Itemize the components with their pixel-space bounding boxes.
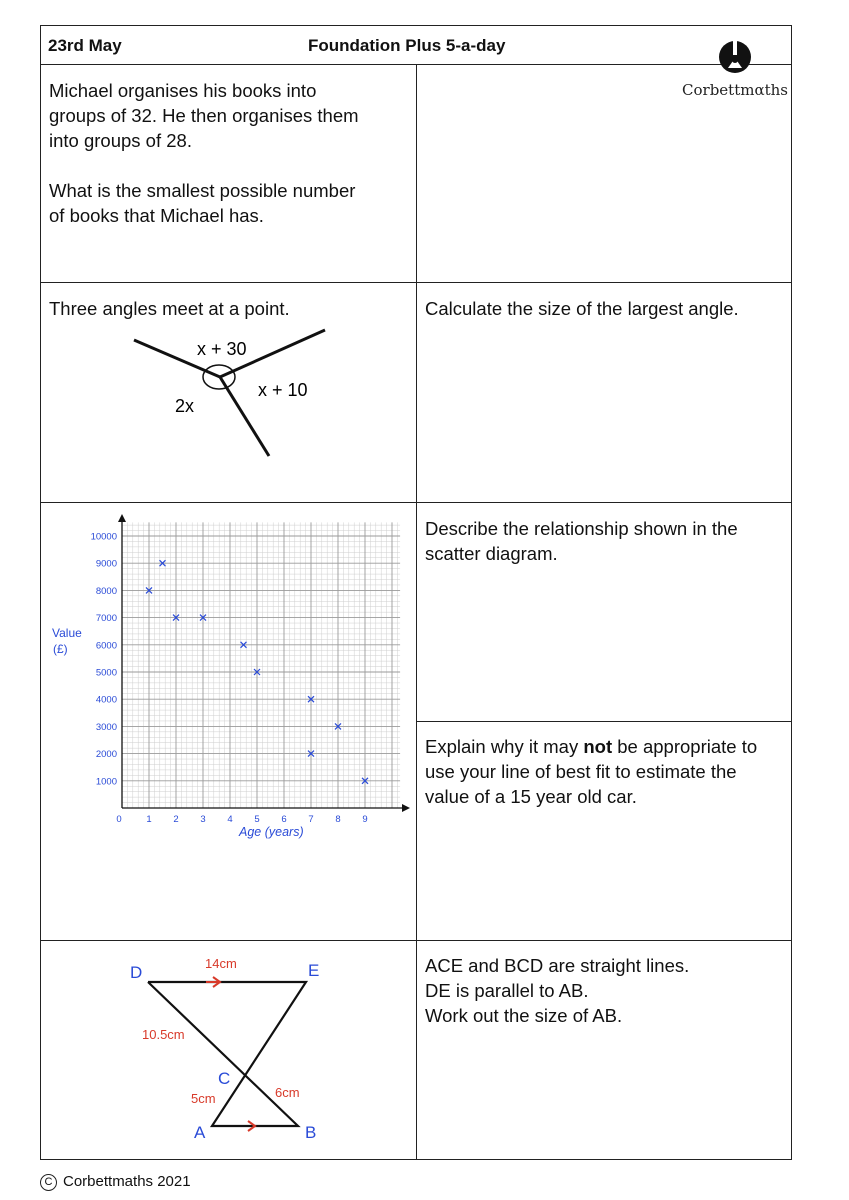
question-3 <box>425 516 738 566</box>
q4-line: use your line of best fit to estimate the <box>425 761 737 782</box>
y-axis-label: Value <box>52 626 82 640</box>
y-tick-label: 8000 <box>95 585 117 597</box>
x-tick-label: 9 <box>362 814 368 825</box>
y-tick-label: 9000 <box>95 558 117 570</box>
x-tick-label: 1 <box>146 814 152 825</box>
q4-text: be appropriate to <box>612 736 758 757</box>
logo-text: Corbettmαths <box>682 81 788 99</box>
y-tick-label: 7000 <box>95 613 117 625</box>
question-1 <box>49 78 359 228</box>
angle-label-right: x + 10 <box>258 380 308 400</box>
q2-intro-text: Three angles meet at a point. <box>49 298 290 319</box>
y-axis-arrow <box>118 514 126 522</box>
q1-line: Michael organises his books into <box>49 80 317 101</box>
y-tick-label: 5000 <box>95 667 117 679</box>
copyright-icon: C <box>40 1174 57 1191</box>
x-tick-label: 5 <box>254 814 260 825</box>
y-tick-label: 2000 <box>95 749 117 761</box>
q2-task-text: Calculate the size of the largest angle. <box>425 298 739 319</box>
y-tick-label: 6000 <box>95 640 117 652</box>
x-axis-label: Age (years) <box>239 825 304 839</box>
q5-line: Work out the size of AB. <box>425 1005 623 1026</box>
point-a-label: A <box>194 1123 206 1142</box>
date-label: 23rd May <box>48 36 122 55</box>
q5-line: DE is parallel to AB. <box>425 980 589 1001</box>
point-e-label: E <box>308 961 320 980</box>
length-ac-label: 5cm <box>191 1091 216 1106</box>
copyright-text: Corbettmaths 2021 <box>63 1173 191 1190</box>
q4-line: value of a 15 year old car. <box>425 786 637 807</box>
point-c-label: C <box>218 1069 231 1088</box>
point-d-label: D <box>130 963 143 982</box>
q5-line: ACE and BCD are straight lines. <box>425 955 690 976</box>
x-tick-label: 6 <box>281 814 287 825</box>
q1-line: of books that Michael has. <box>49 205 264 226</box>
length-cb-label: 6cm <box>275 1085 300 1100</box>
column-divider <box>416 64 417 1160</box>
y-tick-label: 3000 <box>95 721 117 733</box>
corbettmaths-logo-icon <box>716 40 754 74</box>
x-axis-arrow <box>402 804 410 812</box>
y-tick-label: 1000 <box>95 776 117 788</box>
length-de-label: 14cm <box>205 956 237 971</box>
y-tick-label: 10000 <box>90 531 117 543</box>
y-axis-label-unit: (£) <box>53 642 68 656</box>
corbettmaths-logo <box>680 40 790 99</box>
x-tick-label: 2 <box>173 814 179 825</box>
q1-line: into groups of 28. <box>49 130 192 151</box>
angle-label-top: x + 30 <box>197 339 247 359</box>
x-tick-label: 0 <box>116 814 122 825</box>
q4-text: Explain why it may <box>425 736 584 757</box>
x-tick-label: 8 <box>335 814 341 825</box>
q1-line: groups of 32. He then organises them <box>49 105 359 126</box>
q3-line: Describe the relationship shown in the <box>425 518 738 539</box>
similar-triangles-diagram <box>110 948 350 1148</box>
q3-line: scatter diagram. <box>425 543 558 564</box>
q4-emphasis: not <box>583 736 613 757</box>
row-divider-right <box>416 721 792 722</box>
footer <box>40 1173 191 1191</box>
question-5 <box>425 953 689 1028</box>
x-tick-label: 3 <box>200 814 206 825</box>
y-tick-label: 4000 <box>95 694 117 706</box>
question-4 <box>425 734 757 809</box>
point-b-label: B <box>305 1123 317 1142</box>
angle-label-left: 2x <box>175 396 195 416</box>
q1-line: What is the smallest possible number <box>49 180 356 201</box>
page-title: Foundation Plus 5-a-day <box>308 36 506 55</box>
q4-line <box>425 734 757 759</box>
scatter-chart <box>44 512 414 852</box>
x-tick-label: 4 <box>227 814 233 825</box>
angles-at-point-diagram <box>120 322 340 462</box>
x-tick-label: 7 <box>308 814 314 825</box>
length-dc-label: 10.5cm <box>142 1027 185 1042</box>
